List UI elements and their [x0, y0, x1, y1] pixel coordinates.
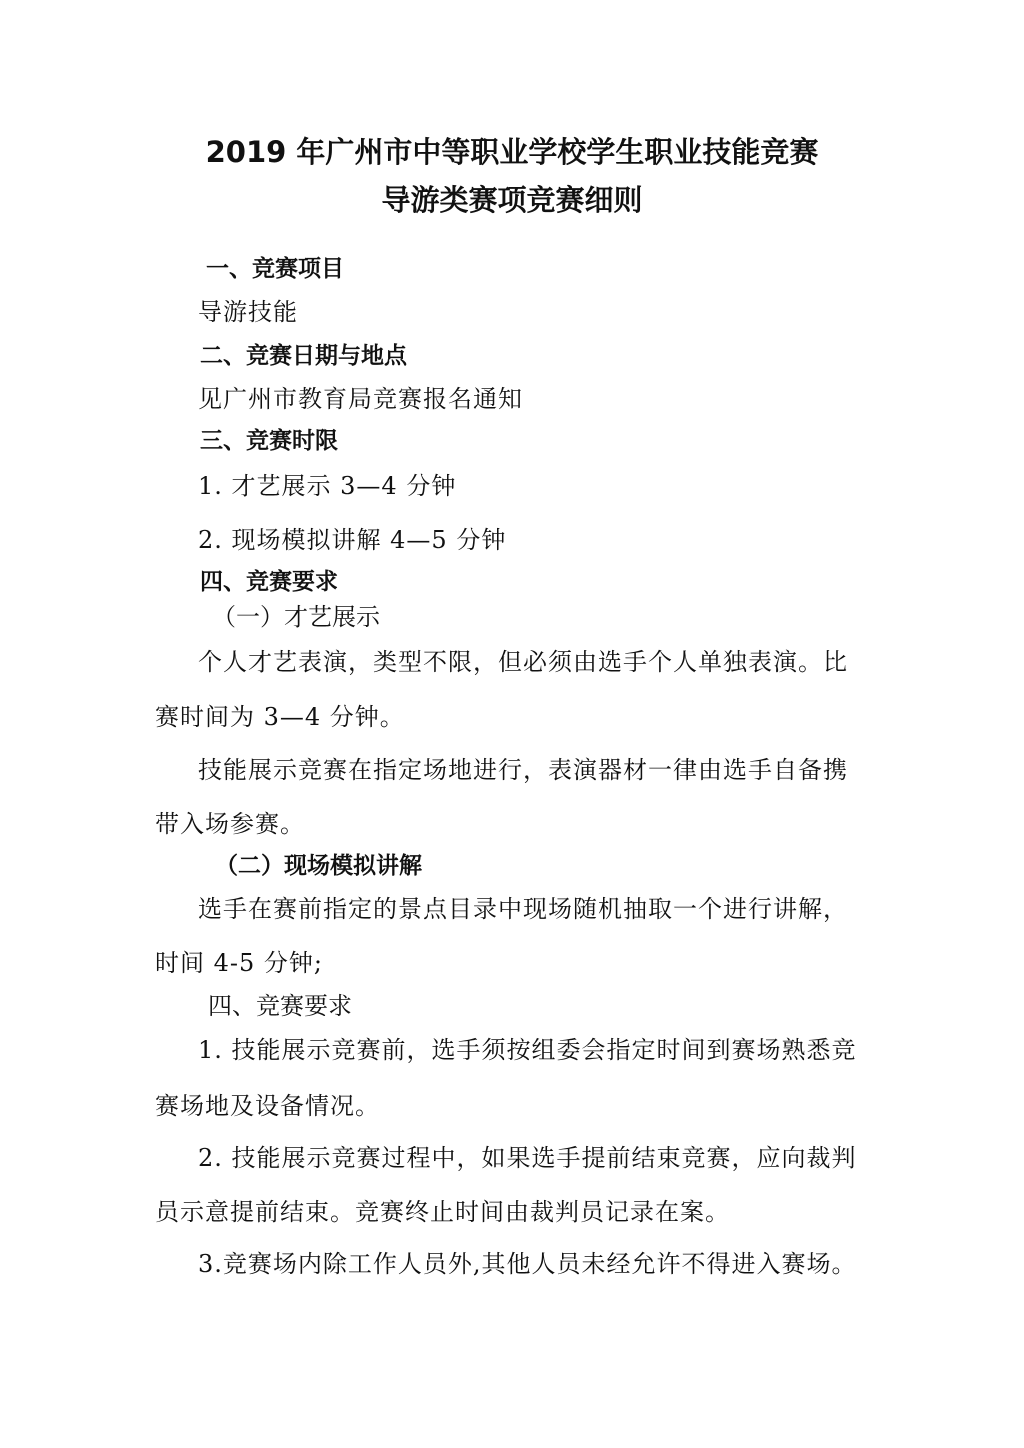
section4b-heading: 四、竞赛要求 [208, 992, 352, 1020]
section1-heading: 一、竞赛项目 [206, 256, 344, 282]
section3-item2: 2. 现场模拟讲解 4—5 分钟 [198, 526, 507, 554]
section2-text: 见广州市教育局竞赛报名通知 [198, 385, 523, 413]
sub1-paragraph2-line2: 带入场参赛。 [155, 810, 305, 838]
requirement3-line1: 3.竞赛场内除工作人员外,其他人员未经允许不得进入赛场。 [198, 1250, 857, 1278]
section3-item1: 1. 才艺展示 3—4 分钟 [198, 472, 457, 500]
requirement1-line1: 1. 技能展示竞赛前，选手须按组委会指定时间到赛场熟悉竞 [198, 1036, 857, 1064]
document-title-line1: 2019 年广州市中等职业学校学生职业技能竞赛 [205, 135, 819, 169]
sub2-paragraph1-line1: 选手在赛前指定的景点目录中现场随机抽取一个进行讲解， [198, 895, 848, 923]
sub1-paragraph2-line1: 技能展示竞赛在指定场地进行，表演器材一律由选手自备携 [198, 756, 848, 784]
sub2-heading: （二）现场模拟讲解 [215, 853, 422, 879]
document-title-line2: 导游类赛项竞赛细则 [381, 183, 643, 217]
requirement2-line1: 2. 技能展示竞赛过程中，如果选手提前结束竞赛，应向裁判 [198, 1144, 857, 1172]
section4-heading: 四、竞赛要求 [200, 569, 338, 595]
requirement2-line2: 员示意提前结束。竞赛终止时间由裁判员记录在案。 [155, 1198, 730, 1226]
sub1-heading: （一）才艺展示 [212, 603, 380, 631]
requirement1-line2: 赛场地及设备情况。 [155, 1092, 380, 1120]
sub1-paragraph1-line1: 个人才艺表演，类型不限，但必须由选手个人单独表演。比 [198, 648, 848, 676]
section2-heading: 二、竞赛日期与地点 [200, 343, 407, 369]
section1-text: 导游技能 [198, 298, 298, 326]
sub2-paragraph1-line2: 时间 4-5 分钟; [155, 949, 323, 977]
section3-heading: 三、竞赛时限 [200, 428, 338, 454]
sub1-paragraph1-line2: 赛时间为 3—4 分钟。 [155, 703, 405, 731]
